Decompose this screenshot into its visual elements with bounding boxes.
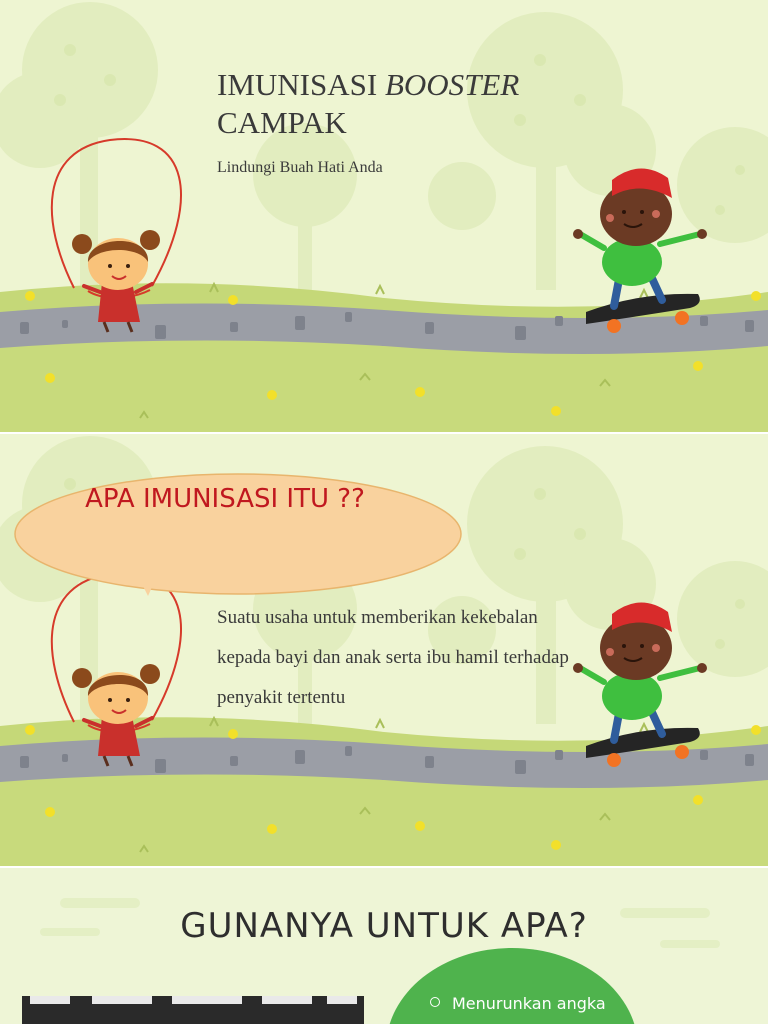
bullet-circle-icon [430,997,440,1007]
bullet-item: Menurunkan angka [430,994,606,1013]
slide-subtitle: Lindungi Buah Hati Anda [217,159,383,176]
slide-title [0,0,768,432]
playground-illustration [0,0,768,432]
definition-text: Suatu usaha untuk memberikan kekebalan kepada bayi dan anak serta ibu hamil terhadap penyakit tertentu [217,607,569,708]
bubble-question: APA IMUNISASI ITU ?? [85,484,365,514]
photo-thumbnail [22,996,364,1024]
slide-title-text: IMUNISASI BOOSTER CAMPAK [217,67,520,140]
slide-purpose [0,868,768,1024]
slide-definition [0,434,768,866]
slide-purpose-title: GUNANYA UNTUK APA? [180,906,588,946]
